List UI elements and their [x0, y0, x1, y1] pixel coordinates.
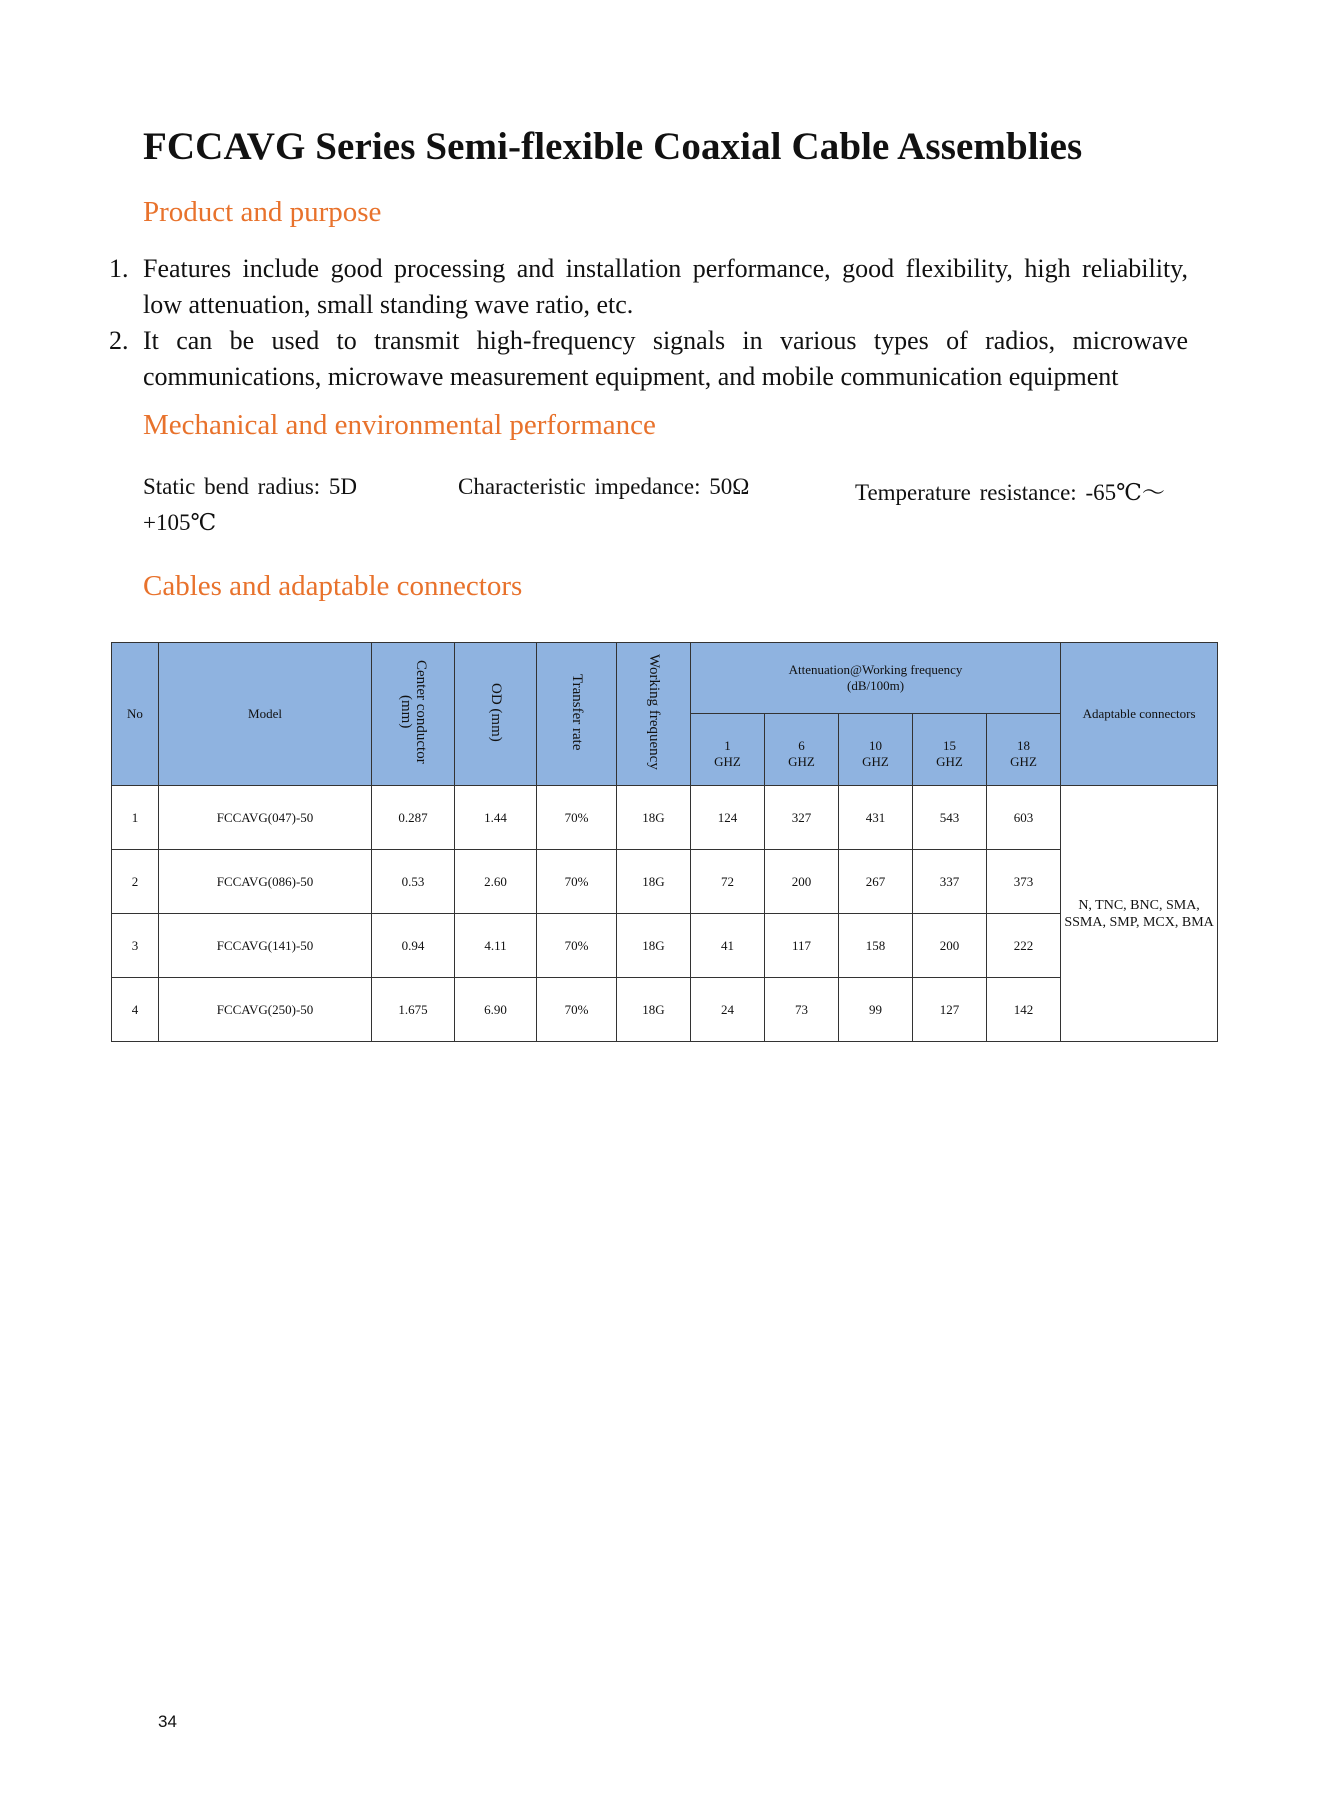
cell-transfer: 70%: [537, 786, 617, 850]
list-number: 1.: [109, 254, 129, 283]
cell-att-10: 99: [839, 978, 913, 1042]
cell-att-6: 117: [765, 914, 839, 978]
cell-model: FCCAVG(086)-50: [159, 850, 372, 914]
header-center-conductor: Center conductor (mm): [372, 643, 455, 786]
cell-att-18: 603: [987, 786, 1061, 850]
cell-transfer: 70%: [537, 978, 617, 1042]
spec-temperature-continued: +105℃: [143, 510, 217, 535]
cell-att-15: 200: [913, 914, 987, 978]
cell-od: 6.90: [455, 978, 537, 1042]
cell-model: FCCAVG(141)-50: [159, 914, 372, 978]
header-freq-18: 18 GHZ: [987, 714, 1061, 786]
cell-att-15: 337: [913, 850, 987, 914]
cell-transfer: 70%: [537, 914, 617, 978]
purpose-item-1: [109, 251, 1188, 323]
cell-working: 18G: [617, 978, 691, 1042]
cell-transfer: 70%: [537, 850, 617, 914]
table-row: [112, 914, 1218, 978]
cell-att-18: 373: [987, 850, 1061, 914]
section-heading-purpose: Product and purpose: [143, 196, 382, 228]
cell-center: 0.53: [372, 850, 455, 914]
cell-no: 3: [112, 914, 159, 978]
section-heading-cables: Cables and adaptable connectors: [143, 570, 523, 602]
spec-bend-radius: Static bend radius: 5D: [143, 474, 358, 499]
header-freq-6: 6 GHZ: [765, 714, 839, 786]
purpose-item-1-line1: Features include good processing and installation performance, good flexibility, high reliability,: [143, 254, 1188, 283]
header-od: OD (mm): [455, 643, 537, 786]
header-freq-1: 1 GHZ: [691, 714, 765, 786]
cell-center: 0.94: [372, 914, 455, 978]
section-heading-mechanical: Mechanical and environmental performance: [143, 409, 656, 441]
cell-att-1: 72: [691, 850, 765, 914]
list-number: 2.: [109, 326, 129, 355]
cell-no: 4: [112, 978, 159, 1042]
purpose-item-2: [109, 323, 1188, 395]
cell-att-15: 127: [913, 978, 987, 1042]
cell-model: FCCAVG(047)-50: [159, 786, 372, 850]
header-freq-10: 10 GHZ: [839, 714, 913, 786]
cell-no: 2: [112, 850, 159, 914]
cell-working: 18G: [617, 786, 691, 850]
cell-od: 1.44: [455, 786, 537, 850]
cell-att-10: 267: [839, 850, 913, 914]
table-row: [112, 786, 1218, 850]
purpose-item-2-line1: It can be used to transmit high-frequency signals in various types of radios, microwave: [143, 326, 1188, 355]
spec-temperature: Temperature resistance: -65℃～: [855, 480, 1165, 505]
header-attenuation: Attenuation@Working frequency (dB/100m): [691, 643, 1061, 714]
header-adaptable-connectors: Adaptable connectors: [1061, 643, 1218, 786]
cell-center: 0.287: [372, 786, 455, 850]
cell-att-1: 41: [691, 914, 765, 978]
spec-impedance: Characteristic impedance: 50Ω: [458, 474, 750, 499]
cell-att-1: 24: [691, 978, 765, 1042]
cell-att-6: 73: [765, 978, 839, 1042]
cell-att-6: 327: [765, 786, 839, 850]
table-row: [112, 978, 1218, 1042]
cell-att-18: 222: [987, 914, 1061, 978]
purpose-item-2-line2: communications, microwave measurement equipment, and mobile communication equipment: [143, 362, 1119, 391]
cell-att-18: 142: [987, 978, 1061, 1042]
cell-working: 18G: [617, 914, 691, 978]
header-transfer-rate: Transfer rate: [537, 643, 617, 786]
cell-no: 1: [112, 786, 159, 850]
cell-od: 4.11: [455, 914, 537, 978]
cell-att-10: 158: [839, 914, 913, 978]
cell-od: 2.60: [455, 850, 537, 914]
cell-connectors: N, TNC, BNC, SMA, SSMA, SMP, MCX, BMA: [1061, 786, 1218, 1042]
cell-center: 1.675: [372, 978, 455, 1042]
cable-spec-table: [111, 642, 1218, 1042]
header-model: Model: [159, 643, 372, 786]
page-title: FCCAVG Series Semi-flexible Coaxial Cable Assemblies: [143, 125, 1083, 168]
cell-att-6: 200: [765, 850, 839, 914]
header-no: No: [112, 643, 159, 786]
header-working-frequency: Working frequency: [617, 643, 691, 786]
cell-att-10: 431: [839, 786, 913, 850]
table-row: [112, 850, 1218, 914]
cell-model: FCCAVG(250)-50: [159, 978, 372, 1042]
purpose-item-1-line2: low attenuation, small standing wave ratio, etc.: [143, 290, 634, 319]
cell-working: 18G: [617, 850, 691, 914]
header-freq-15: 15 GHZ: [913, 714, 987, 786]
cell-att-1: 124: [691, 786, 765, 850]
cell-att-15: 543: [913, 786, 987, 850]
page-number: 34: [158, 1712, 177, 1731]
